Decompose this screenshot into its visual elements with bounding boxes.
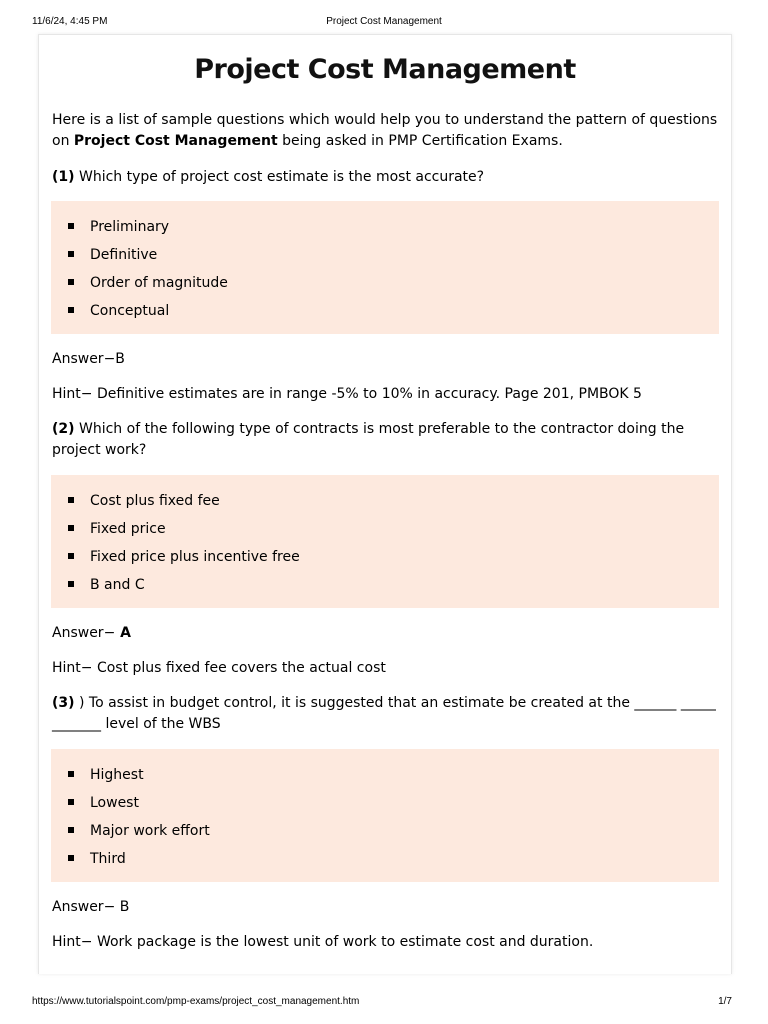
answer-value: A <box>115 625 132 641</box>
answer-2 <box>52 623 131 643</box>
print-header <box>32 16 736 32</box>
bullet-icon <box>68 251 74 257</box>
option-item <box>51 571 719 599</box>
print-doc-title: Project Cost Management <box>326 16 442 27</box>
hint-1: Hint− Definitive estimates are in range -5% to 10% in accuracy. Page 201, PMBOK 5 <box>52 386 642 402</box>
option-label: Conceptual <box>90 303 170 319</box>
options-list-3 <box>51 749 719 882</box>
option-label: Lowest <box>90 795 139 811</box>
bullet-icon <box>68 799 74 805</box>
option-label: Definitive <box>90 247 158 263</box>
bullet-icon <box>68 827 74 833</box>
option-item <box>51 269 719 297</box>
bullet-icon <box>68 279 74 285</box>
bullet-icon <box>68 553 74 559</box>
answer-1: Answer−B <box>52 351 125 367</box>
option-label: Highest <box>90 767 144 783</box>
print-url: https://www.tutorialspoint.com/pmp-exams/project_cost_management.htm <box>32 996 360 1007</box>
option-item <box>51 213 719 241</box>
option-item <box>51 817 719 845</box>
bullet-icon <box>68 771 74 777</box>
option-item <box>51 297 719 325</box>
option-label: Major work effort <box>90 823 210 839</box>
option-label: Order of magnitude <box>90 275 228 291</box>
option-item <box>51 543 719 571</box>
option-item <box>51 487 719 515</box>
options-list-1 <box>51 201 719 334</box>
option-item <box>51 241 719 269</box>
print-footer <box>32 996 736 1010</box>
option-label: Fixed price <box>90 521 166 537</box>
question-number: (1) <box>52 169 75 185</box>
option-item <box>51 515 719 543</box>
option-label: Cost plus fixed fee <box>90 493 220 509</box>
intro-paragraph <box>52 110 718 152</box>
question-1 <box>52 167 718 188</box>
page-title: Project Cost Management <box>194 54 576 85</box>
option-label: Fixed price plus incentive free <box>90 549 300 565</box>
question-number: (3) <box>52 695 75 711</box>
bullet-icon <box>68 581 74 587</box>
option-item <box>51 789 719 817</box>
bullet-icon <box>68 223 74 229</box>
intro-text: Here is a list of sample questions which would help you to understand the pattern of questions on <box>52 112 718 149</box>
question-text: ) To assist in budget control, it is suggested that an estimate be created at the ______ _____ _______ level of the WBS <box>52 695 716 732</box>
answer-label: Answer− <box>52 625 116 641</box>
question-number: (2) <box>52 421 75 437</box>
bullet-icon <box>68 497 74 503</box>
options-list-2 <box>51 475 719 608</box>
hint-2: Hint− Cost plus fixed fee covers the actual cost <box>52 660 386 676</box>
intro-text-end: being asked in PMP Certification Exams. <box>277 133 563 149</box>
print-datetime: 11/6/24, 4:45 PM <box>32 16 108 27</box>
option-item <box>51 845 719 873</box>
option-label: Third <box>90 851 126 867</box>
question-text: Which of the following type of contracts is most preferable to the contractor doing the project work? <box>52 421 685 458</box>
question-text: Which type of project cost estimate is the most accurate? <box>74 169 485 185</box>
bullet-icon <box>68 855 74 861</box>
option-item <box>51 761 719 789</box>
question-3 <box>52 693 718 735</box>
bullet-icon <box>68 307 74 313</box>
option-label: B and C <box>90 577 145 593</box>
intro-bold-topic: Project Cost Management <box>73 133 278 149</box>
hint-3: Hint− Work package is the lowest unit of work to estimate cost and duration. <box>52 934 594 950</box>
answer-3: Answer− B <box>52 899 130 915</box>
bullet-icon <box>68 525 74 531</box>
page-number: 1/7 <box>718 996 732 1007</box>
question-2 <box>52 419 718 461</box>
option-label: Preliminary <box>90 219 170 235</box>
